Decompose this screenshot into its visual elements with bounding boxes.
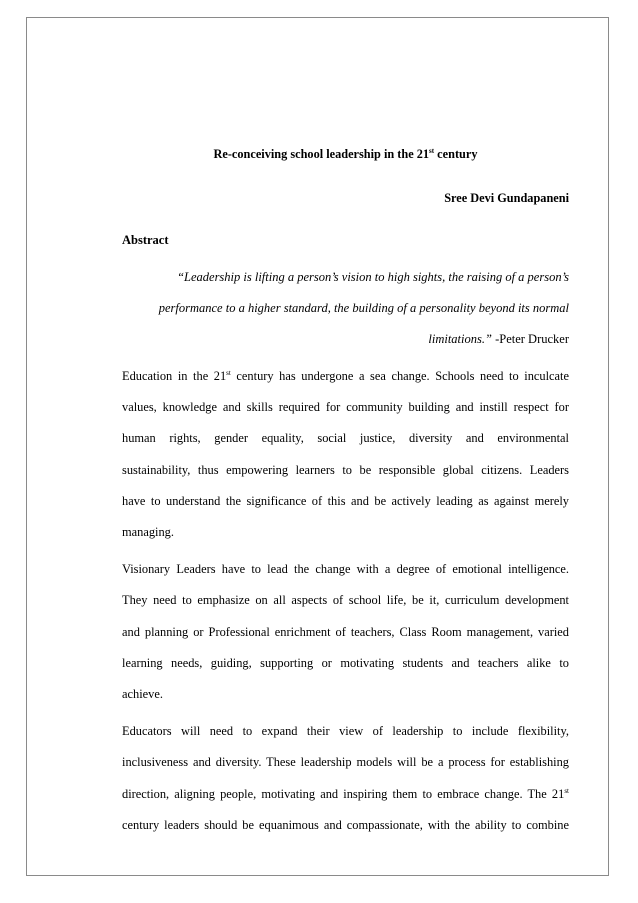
paragraph-line: sustainability, thus empowering learners to be responsible global citizens. Leaders <box>122 462 569 477</box>
line-text: direction, aligning people, motivating and inspiring them to embrace change. The 21 <box>122 786 565 801</box>
paragraph-line: achieve. <box>122 687 163 702</box>
page-content <box>122 145 569 841</box>
paragraph-1 <box>122 361 569 548</box>
document-page <box>26 17 609 876</box>
paragraph-line <box>122 779 569 810</box>
paragraph-line: learning needs, guiding, supporting or motivating students and teachers alike to <box>122 655 569 670</box>
superscript: st <box>564 786 569 795</box>
superscript: st <box>226 368 231 377</box>
author-name: Sree Devi Gundapaneni <box>444 191 569 205</box>
paragraph-line: Visionary Leaders have to lead the change with a degree of emotional intelligence. <box>122 562 569 577</box>
line-text: century has undergone a sea change. Schools need to inculcate <box>230 369 569 383</box>
paragraph-line: They need to emphasize on all aspects of school life, be it, curriculum development <box>122 593 569 608</box>
paragraph-line: inclusiveness and diversity. These leadership models will be a process for establishing <box>122 755 569 770</box>
quote-attribution: -Peter Drucker <box>491 332 569 346</box>
abstract-heading: Abstract <box>122 233 169 247</box>
epigraph-quote <box>122 262 569 355</box>
title-text: Re-conceiving school leadership in the 21 <box>213 147 430 161</box>
paragraph-line: century leaders should be equanimous and compassionate, with the ability to combine <box>122 817 569 832</box>
quote-end: limitations.” <box>428 332 492 346</box>
paragraph-3 <box>122 716 569 841</box>
paragraph-line: and planning or Professional enrichment of teachers, Class Room management, varied <box>122 624 569 639</box>
paragraph-line: have to understand the significance of this and be actively leading as against merely <box>122 493 569 508</box>
title-tail: century <box>434 147 478 161</box>
paragraph-line: human rights, gender equality, social justice, diversity and environmental <box>122 431 569 446</box>
quote-line-3 <box>144 324 569 355</box>
line-text: Education in the 21 <box>122 369 227 383</box>
quote-line-1: “Leadership is lifting a person’s vision to high sights, the raising of a person’s <box>177 270 569 284</box>
paper-title <box>122 145 569 163</box>
paragraph-line <box>122 361 569 392</box>
title-superscript: st <box>429 146 435 155</box>
paragraph-2 <box>122 554 569 710</box>
paragraph-line: managing. <box>122 525 174 540</box>
paragraph-line: Educators will need to expand their view of leadership to include flexibility, <box>122 724 569 739</box>
quote-line-2: performance to a higher standard, the building of a personality beyond its normal <box>158 301 569 315</box>
paragraph-line: values, knowledge and skills required for community building and instill respect for <box>122 400 569 415</box>
